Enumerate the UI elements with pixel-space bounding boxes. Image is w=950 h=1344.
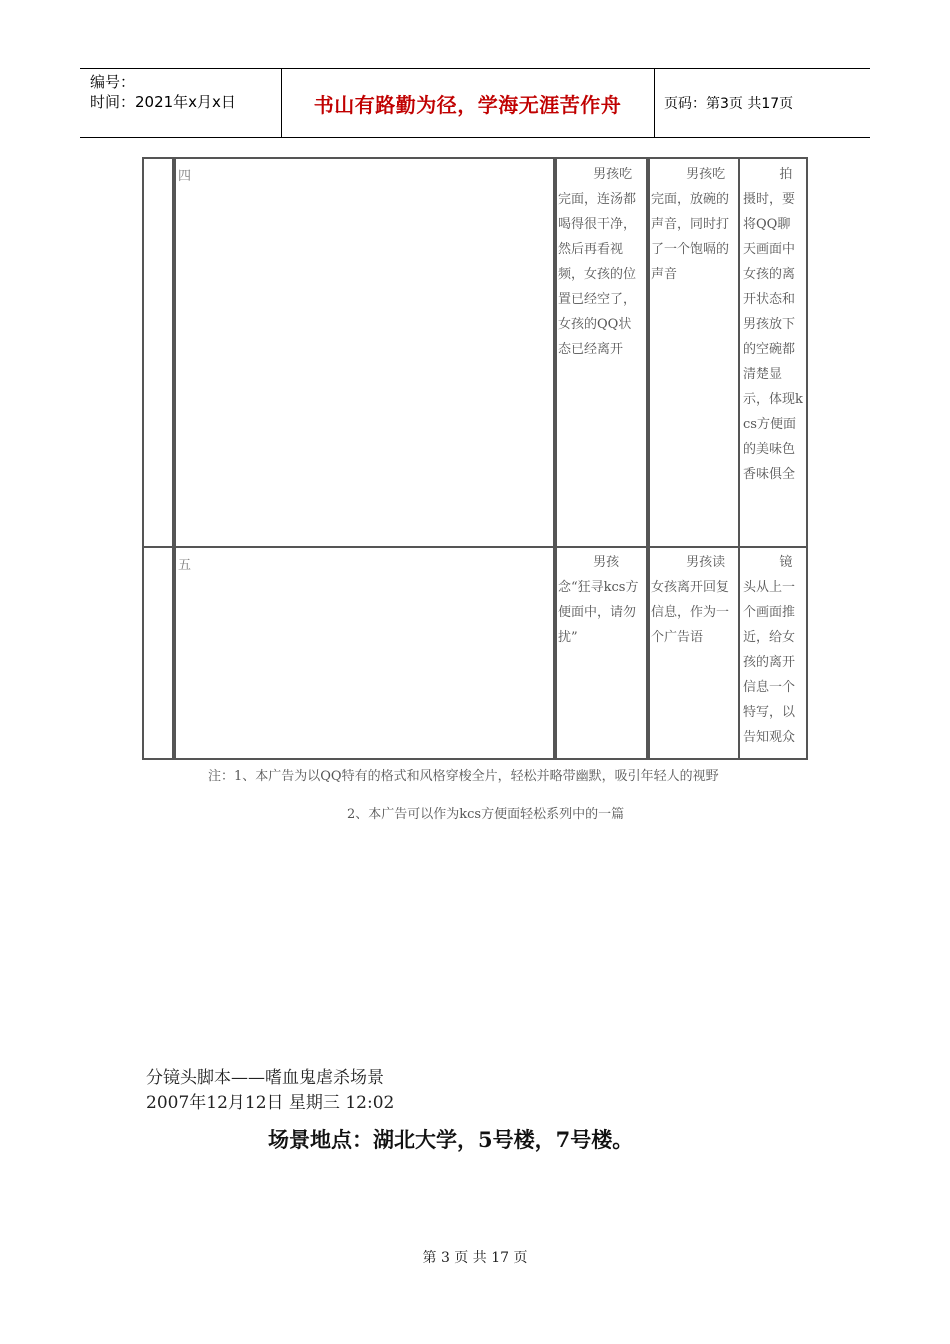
table-column-divider xyxy=(174,159,176,758)
header-meta xyxy=(80,69,282,137)
row-number: 四 xyxy=(178,169,192,184)
table-column-divider xyxy=(738,159,740,758)
page-footer: 第 3 页 共 17 页 xyxy=(422,1250,528,1266)
sound-cell: 男孩读女孩离开回复信息，作为一个广告语 xyxy=(651,555,730,645)
remark-cell: 拍摄时，要将QQ聊天画面中女孩的离开状态和男孩放下的空碗都清楚显示，体现kcs方便面的美味色香味俱全 xyxy=(743,167,803,482)
storyboard-table xyxy=(142,157,808,760)
table-row-divider xyxy=(144,546,806,548)
time-label: 时间：2021年x月x日 xyxy=(90,93,236,111)
shot-script-title: 分镜头脚本——嗜血鬼虐杀场景 xyxy=(146,1068,384,1088)
row-number: 五 xyxy=(178,558,192,573)
header-motto: 书山有路勤为径，学海无涯苦作舟 xyxy=(281,69,655,137)
header-page-info: 页码：第3页 共17页 xyxy=(664,96,794,112)
shot-content-cell: 男孩念“狂寻kcs方便面中，请勿扰” xyxy=(558,555,639,645)
table-column-divider xyxy=(648,159,650,758)
location-heading: 场景地点：湖北大学，5号楼，7号楼。 xyxy=(268,1127,634,1152)
note-1: 注：1、本广告为以QQ特有的格式和风格穿梭全片，轻松并略带幽默，吸引年轻人的视野 xyxy=(208,769,719,784)
note-2: 2、本广告可以作为kcs方便面轻松系列中的一篇 xyxy=(347,807,625,822)
table-column-divider xyxy=(555,159,557,758)
shot-script-datetime: 2007年12月12日 星期三 12:02 xyxy=(146,1093,395,1113)
code-label: 编号： xyxy=(90,73,136,91)
remark-cell: 镜头从上一个画面推近，给女孩的离开信息一个特写，以告知观众 xyxy=(743,555,796,745)
shot-content-cell: 男孩吃完面，连汤都喝得很干净，然后再看视频，女孩的位置已经空了，女孩的QQ状态已经离开 xyxy=(558,167,637,357)
sound-cell: 男孩吃完面，放碗的声音，同时打了一个饱嗝的声音 xyxy=(651,167,730,282)
page-header xyxy=(80,68,870,138)
